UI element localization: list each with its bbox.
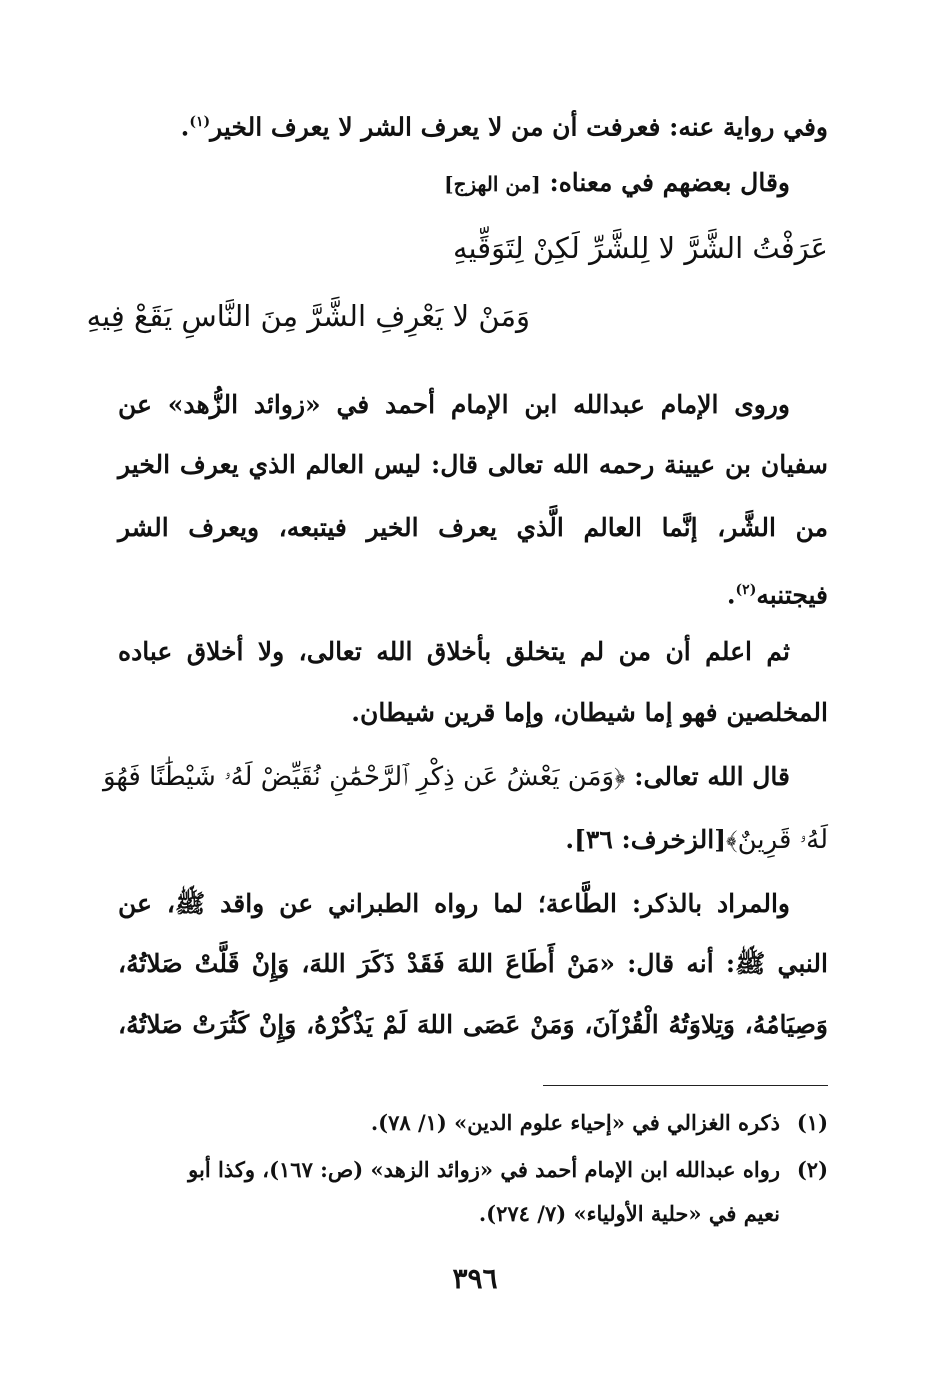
body-line-1-end: . [180,112,190,142]
footnote-divider [543,1085,828,1086]
paragraph-1-line-3: من الشَّر، إنَّما العالم الَّذي يعرف الخير فيتبعه، ويعرف الشر [118,513,828,542]
paragraph-4-line-2: النبي ﷺ: أنه قال: «مَنْ أَطَاعَ اللهَ فَقَدْ ذَكَرَ اللهَ، وَإِنْ قَلَّتْ صَلاتُهُ، [118,949,828,978]
footnote-1-number: (١) [796,1110,828,1135]
verse-line-2: وَمَنْ لا يَعْرِفِ الشَّرَّ مِنَ النَّاسِ يَقَعْ فِيهِ [86,299,530,333]
quran-verse-part-2: لَهُۥ قَرِينٌ﴾ [726,825,828,855]
paragraph-1-line-4-text: فيجتنبه [756,580,828,610]
footnote-1-text: ذكره الغزالي في «إحياء علوم الدين» (١/ ٧٨). [370,1110,780,1135]
verse-meter: [من الهزج] [444,172,541,196]
verse-line-1: عَرَفْتُ الشَّرَّ لا لِلشَّرِّ لَكِنْ لِتَوَقِّيهِ [452,231,828,265]
footnote-2 [118,1152,828,1188]
body-line-2 [118,163,790,204]
paragraph-4-line-3: وَصِيَامُهُ، وَتِلاوَتُهُ الْقُرْآنَ، وَمَنْ عَصَى اللهَ لَمْ يَذْكُرْهُ، وَإِنْ كَثُرَتْ صَلاتُهُ، [118,1010,828,1039]
paragraph-1-line-2: سفيان بن عيينة رحمه الله تعالى قال: ليس العالم الذي يعرف الخير [118,450,828,479]
footnote-1 [118,1105,828,1141]
paragraph-2-line-2: المخلصين فهو إما شيطان، وإما قرين شيطان. [351,698,828,727]
footnote-2-number: (٢) [796,1157,828,1182]
page-number: ٣٩٦ [452,1262,498,1295]
footnote-ref-2[interactable]: (٢) [735,582,757,598]
paragraph-3-line-1 [102,757,790,797]
quran-verse-part-1: ﴿وَمَن يَعْشُ عَن ذِكْرِ ٱلرَّحْمَٰنِ نُقَيِّضْ لَهُۥ شَيْطَٰنًا فَهُوَ [102,762,626,792]
quran-intro: قال الله تعالى: [634,762,790,791]
footnote-2-continuation: نعيم في «حلية الأولياء» (٧/ ٢٧٤). [478,1201,780,1226]
quran-citation: [الزخرف: ٣٦]. [565,825,727,854]
paragraph-4-line-1: والمراد بالذكر: الطَّاعة؛ لما رواه الطبراني عن واقد ﷺ، عن [118,889,790,918]
paragraph-1-line-4 [118,570,828,615]
body-line-1-text: وفي رواية عنه: فعرفت أن من لا يعرف الشر لا يعرف الخير [210,112,828,142]
paragraph-2-line-1: ثم اعلم أن من لم يتخلق بأخلاق الله تعالى، ولا أخلاق عباده [118,637,790,666]
footnote-2-text: رواه عبدالله ابن الإمام أحمد في «زوائد الزهد» (ص: ١٦٧)، وكذا أبو [188,1157,780,1182]
footnote-ref-1[interactable]: (١) [189,114,211,130]
paragraph-1-line-1: وروى الإمام عبدالله ابن الإمام أحمد في «زوائد الزُّهد» عن [118,390,790,419]
body-line-1 [118,102,828,147]
verse-intro: وقال بعضهم في معناه: [549,168,790,197]
paragraph-3-line-2 [118,820,828,860]
paragraph-1-end: . [726,580,736,610]
